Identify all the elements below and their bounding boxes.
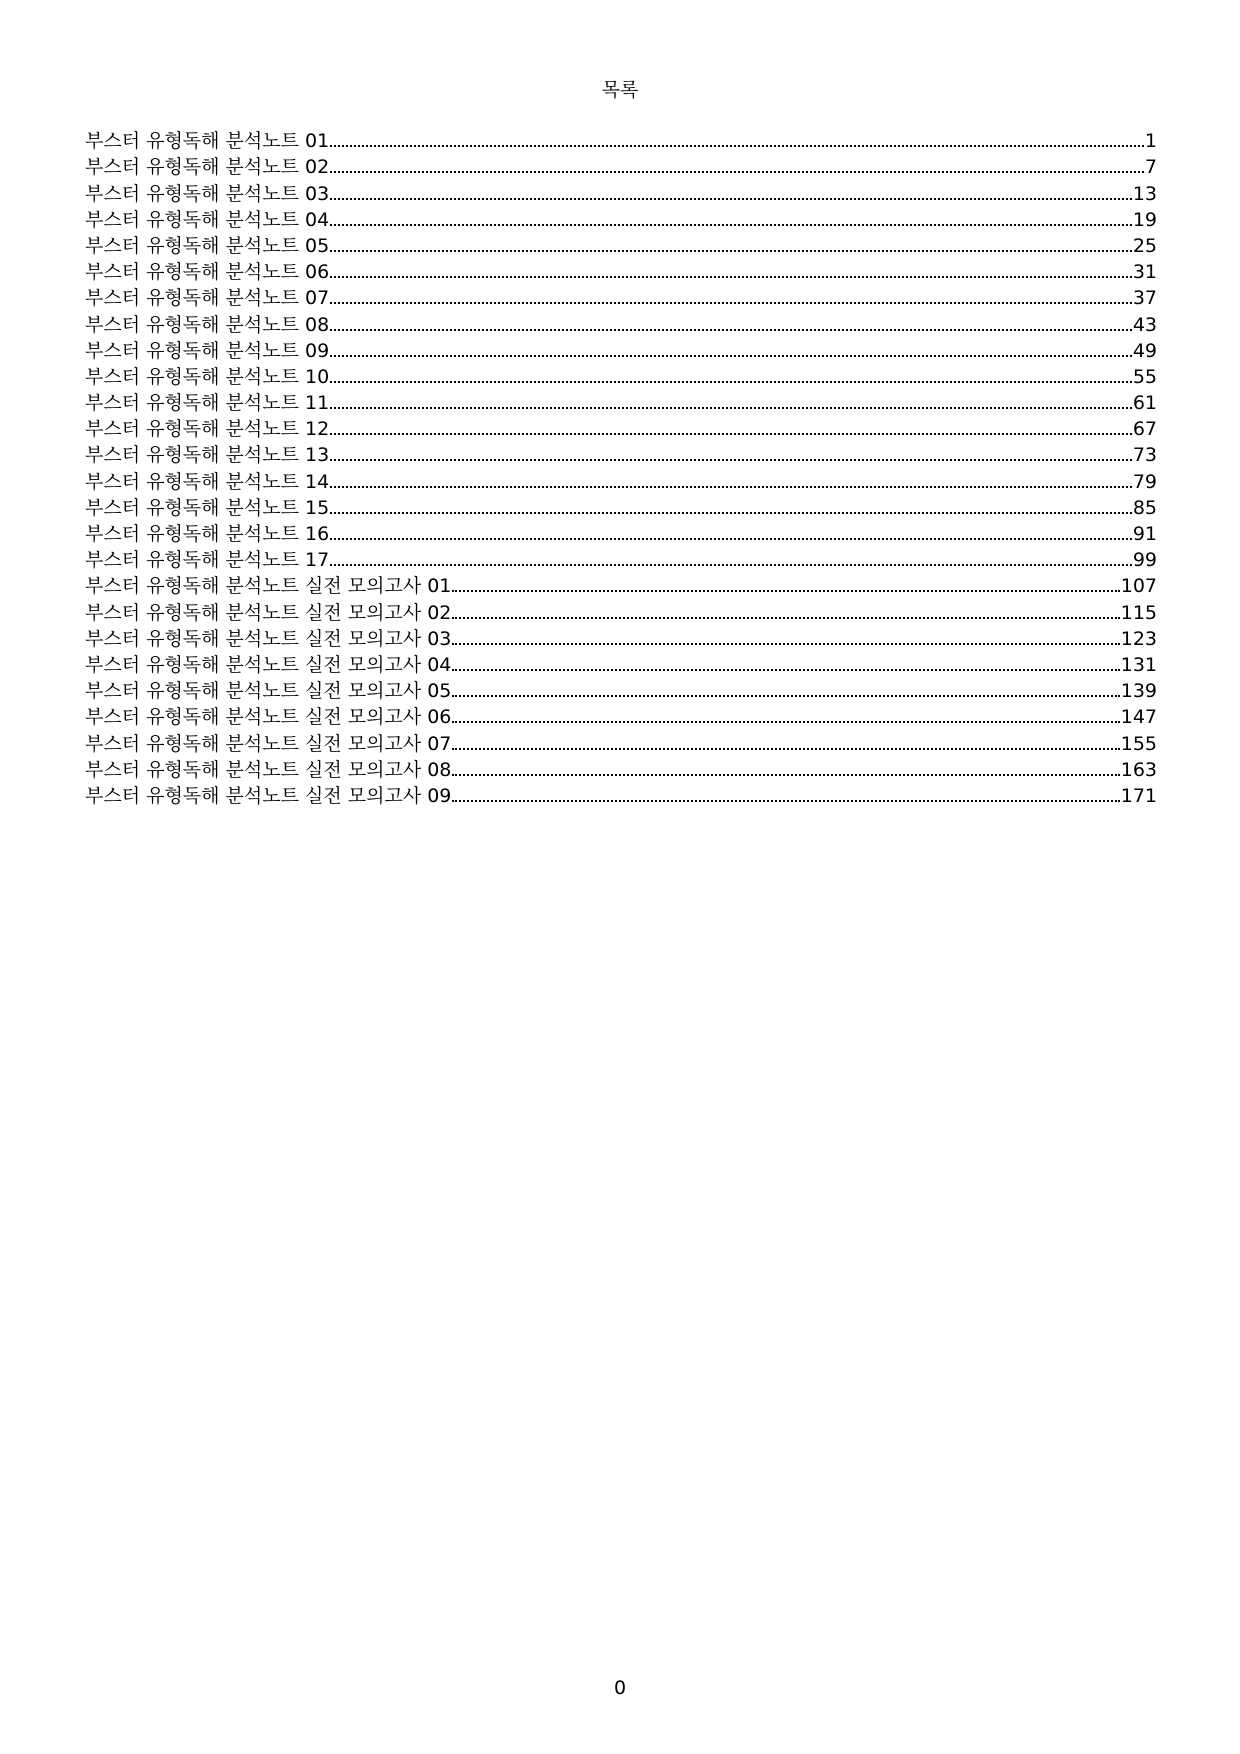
toc-entry-page: 147: [1120, 706, 1157, 729]
toc-dot-leader: [452, 590, 1119, 592]
toc-entry[interactable]: [85, 362, 1157, 388]
toc-entry[interactable]: [85, 755, 1157, 781]
toc-entry-label: 부스터 유형독해 분석노트 실전 모의고사 01: [85, 575, 452, 598]
toc-entry[interactable]: [85, 728, 1157, 754]
toc-entry-label: 부스터 유형독해 분석노트 08: [85, 313, 330, 336]
toc-entry[interactable]: [85, 205, 1157, 231]
toc-entry-page: 163: [1120, 758, 1157, 781]
toc-entry-label: 부스터 유형독해 분석노트 09: [85, 339, 330, 362]
toc-entry-label: 부스터 유형독해 분석노트 실전 모의고사 04: [85, 653, 452, 676]
toc-entry[interactable]: [85, 545, 1157, 571]
toc-entry-page: 55: [1132, 365, 1157, 388]
toc-entry-label: 부스터 유형독해 분석노트 14: [85, 470, 330, 493]
toc-dot-leader: [330, 381, 1132, 383]
toc-dot-leader: [330, 407, 1132, 409]
toc-entry-label: 부스터 유형독해 분석노트 실전 모의고사 05: [85, 680, 452, 703]
toc-entry[interactable]: [85, 231, 1157, 257]
toc-dot-leader: [330, 224, 1132, 226]
toc-dot-leader: [330, 302, 1132, 304]
table-of-contents: [85, 126, 1157, 807]
toc-entry[interactable]: [85, 178, 1157, 204]
toc-entry-page: 49: [1132, 339, 1157, 362]
toc-entry-label: 부스터 유형독해 분석노트 실전 모의고사 06: [85, 706, 452, 729]
toc-entry[interactable]: [85, 597, 1157, 623]
toc-entry[interactable]: [85, 781, 1157, 807]
toc-entry-page: 61: [1132, 392, 1157, 415]
toc-entry-label: 부스터 유형독해 분석노트 실전 모의고사 03: [85, 627, 452, 650]
toc-entry-page: 131: [1120, 653, 1157, 676]
toc-entry-page: 91: [1132, 523, 1157, 545]
toc-entry-label: 부스터 유형독해 분석노트 실전 모의고사 08: [85, 758, 452, 781]
toc-entry-page: 67: [1132, 418, 1157, 441]
toc-dot-leader: [452, 643, 1119, 645]
toc-dot-leader: [452, 748, 1119, 750]
toc-entry-page: 107: [1120, 575, 1157, 598]
toc-entry-page: 171: [1120, 784, 1157, 807]
toc-dot-leader: [330, 355, 1132, 357]
toc-entry[interactable]: [85, 676, 1157, 702]
toc-entry-page: 19: [1132, 208, 1157, 231]
toc-entry-label: 부스터 유형독해 분석노트 01: [85, 130, 330, 153]
toc-dot-leader: [330, 145, 1144, 147]
toc-dot-leader: [330, 171, 1144, 173]
toc-entry-page: 25: [1132, 234, 1157, 257]
toc-dot-leader: [330, 329, 1132, 331]
toc-entry-label: 부스터 유형독해 분석노트 실전 모의고사 09: [85, 784, 452, 807]
toc-entry-label: 부스터 유형독해 분석노트 04: [85, 208, 330, 231]
toc-entry[interactable]: [85, 283, 1157, 309]
toc-entry-label: 부스터 유형독해 분석노트 17: [85, 549, 330, 572]
toc-entry-page: 123: [1120, 627, 1157, 650]
toc-entry[interactable]: [85, 309, 1157, 335]
toc-entry-label: 부스터 유형독해 분석노트 02: [85, 156, 330, 179]
toc-dot-leader: [330, 486, 1132, 488]
toc-entry[interactable]: [85, 466, 1157, 492]
toc-dot-leader: [452, 695, 1119, 697]
toc-entry[interactable]: [85, 126, 1157, 152]
toc-dot-leader: [330, 538, 1132, 540]
toc-entry-page: 99: [1132, 549, 1157, 572]
page-title: 목록: [601, 79, 639, 101]
toc-entry-label: 부스터 유형독해 분석노트 06: [85, 261, 330, 284]
toc-entry-label: 부스터 유형독해 분석노트 10: [85, 365, 330, 388]
toc-dot-leader: [330, 564, 1132, 566]
toc-entry-label: 부스터 유형독해 분석노트 12: [85, 418, 330, 441]
toc-entry-label: 부스터 유형독해 분석노트 11: [85, 392, 330, 415]
toc-dot-leader: [330, 198, 1132, 200]
toc-entry[interactable]: [85, 257, 1157, 283]
toc-entry-page: 13: [1132, 182, 1157, 205]
toc-entry[interactable]: [85, 440, 1157, 466]
toc-entry-label: 부스터 유형독해 분석노트 07: [85, 287, 330, 310]
toc-entry-page: 139: [1120, 680, 1157, 703]
toc-entry[interactable]: [85, 152, 1157, 178]
toc-entry[interactable]: [85, 336, 1157, 362]
toc-entry-page: 155: [1120, 732, 1157, 755]
toc-entry[interactable]: [85, 414, 1157, 440]
toc-dot-leader: [452, 617, 1119, 619]
toc-entry-page: 79: [1132, 470, 1157, 493]
toc-entry[interactable]: [85, 624, 1157, 650]
toc-entry-page: 1: [1144, 130, 1157, 153]
toc-entry-page: 115: [1120, 601, 1157, 624]
toc-entry-label: 부스터 유형독해 분석노트 05: [85, 234, 330, 257]
toc-entry[interactable]: [85, 493, 1157, 519]
toc-dot-leader: [452, 721, 1119, 723]
toc-dot-leader: [330, 276, 1132, 278]
toc-dot-leader: [452, 800, 1119, 802]
toc-entry-page: 85: [1132, 496, 1157, 519]
toc-entry-label: 부스터 유형독해 분석노트 실전 모의고사 02: [85, 601, 452, 624]
page-number: 0: [613, 1677, 627, 1699]
toc-dot-leader: [330, 512, 1132, 514]
toc-entry[interactable]: [85, 519, 1157, 545]
toc-dot-leader: [330, 250, 1132, 252]
toc-entry[interactable]: [85, 571, 1157, 597]
toc-entry-label: 부스터 유형독해 분석노트 03: [85, 182, 330, 205]
toc-entry[interactable]: [85, 650, 1157, 676]
toc-entry-label: 부스터 유형독해 분석노트 16: [85, 523, 330, 545]
toc-entry[interactable]: [85, 388, 1157, 414]
toc-entry-page: 7: [1144, 156, 1157, 179]
toc-entry-page: 73: [1132, 444, 1157, 467]
toc-entry-page: 37: [1132, 287, 1157, 310]
toc-entry-page: 31: [1132, 261, 1157, 284]
toc-entry-label: 부스터 유형독해 분석노트 실전 모의고사 07: [85, 732, 452, 755]
toc-dot-leader: [330, 459, 1132, 461]
toc-entry-page: 43: [1132, 313, 1157, 336]
toc-dot-leader: [452, 669, 1119, 671]
toc-entry[interactable]: [85, 702, 1157, 728]
toc-dot-leader: [330, 433, 1132, 435]
toc-entry-label: 부스터 유형독해 분석노트 13: [85, 444, 330, 467]
toc-dot-leader: [452, 774, 1119, 776]
toc-entry-label: 부스터 유형독해 분석노트 15: [85, 496, 330, 519]
